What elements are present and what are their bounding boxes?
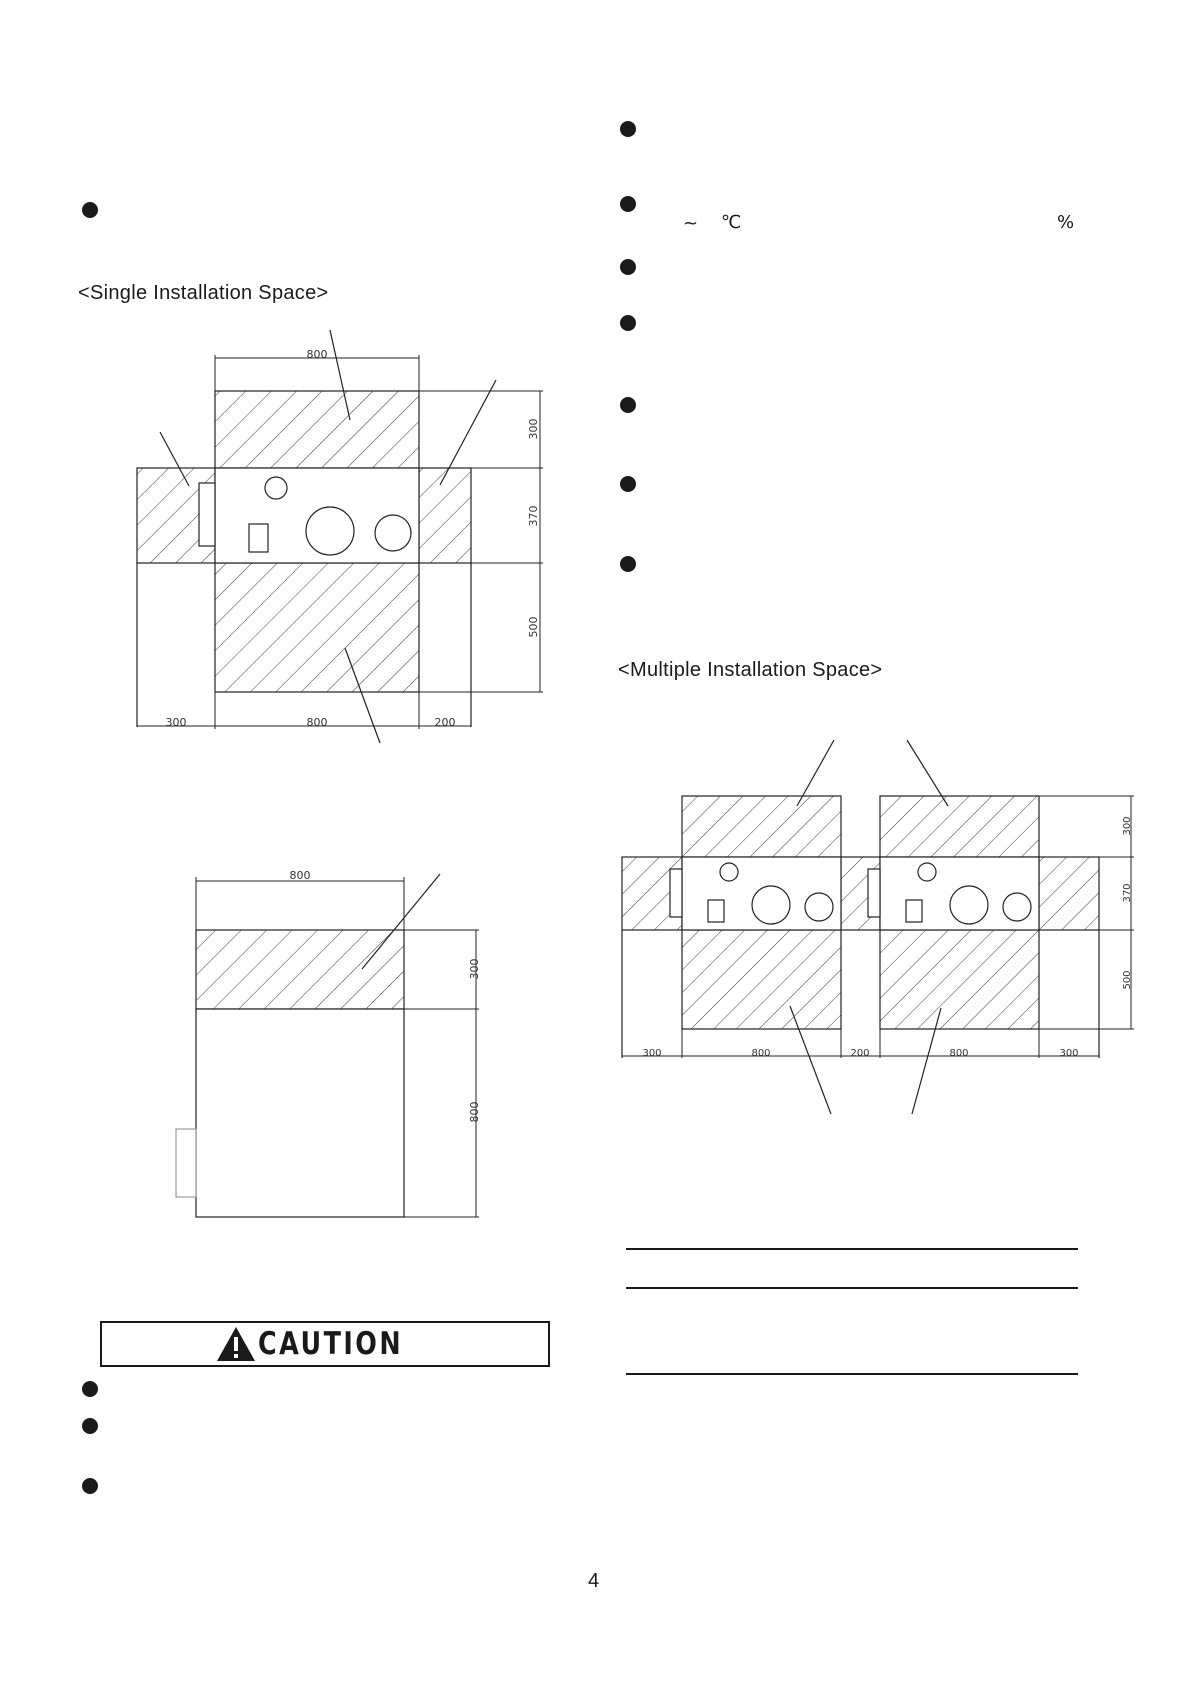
dim-label: 800 <box>751 1048 771 1059</box>
dim-label: 200 <box>850 1048 870 1059</box>
dim-label: 370 <box>527 505 540 527</box>
unit-medium-port <box>1003 893 1031 921</box>
caution-label: CAUTION <box>257 1326 403 1362</box>
right-clearance-zone <box>419 468 471 563</box>
dim-label: 370 <box>1122 883 1133 903</box>
dim-label: 500 <box>1122 970 1133 990</box>
dim-label: 300 <box>1122 816 1133 836</box>
bullet-dot <box>620 121 636 137</box>
dim-label: 300 <box>468 958 481 980</box>
bullet-dot <box>620 397 636 413</box>
single-side-diagram <box>170 860 490 1220</box>
unit-large-port <box>752 886 790 924</box>
front-clearance-zone <box>880 930 1039 1029</box>
dim-label: 800 <box>306 716 328 729</box>
unit-medium-port <box>805 893 833 921</box>
bullet-dot <box>82 1418 98 1434</box>
unit-medium-port <box>375 515 411 551</box>
dim-label: 300 <box>642 1048 662 1059</box>
unit-side-panel <box>176 1129 196 1197</box>
unit-control-box <box>708 900 724 922</box>
top-clearance-zone <box>682 796 841 857</box>
top-clearance-zone <box>880 796 1039 857</box>
multiple-installation-heading: <Multiple Installation Space> <box>618 659 883 681</box>
unit-small-port <box>918 863 936 881</box>
dim-label: 800 <box>289 869 311 882</box>
bullet-dot <box>620 196 636 212</box>
front-clearance-zone <box>215 563 419 692</box>
unit-small-port <box>720 863 738 881</box>
dim-label: 300 <box>527 418 540 440</box>
front-clearance-zone <box>682 930 841 1029</box>
caution-banner <box>100 1321 550 1367</box>
tilde-symbol: ~ <box>683 213 699 234</box>
dim-label: 800 <box>949 1048 969 1059</box>
bullet-dot <box>620 556 636 572</box>
unit-body-side <box>196 1009 404 1217</box>
celsius-symbol: ℃ <box>721 212 742 233</box>
unit-large-port <box>950 886 988 924</box>
table-rule <box>626 1287 1078 1289</box>
dim-label: 300 <box>165 716 187 729</box>
single-top-diagram <box>130 325 550 745</box>
table-rule <box>626 1248 1078 1250</box>
page-number: 4 <box>588 1570 600 1592</box>
rear-clearance-zone <box>196 930 404 1009</box>
bullet-dot <box>620 476 636 492</box>
percent-symbol: % <box>1057 212 1075 233</box>
table-rule <box>626 1373 1078 1375</box>
single-installation-heading: <Single Installation Space> <box>78 282 329 304</box>
bullet-dot <box>620 259 636 275</box>
warning-triangle-icon <box>216 1326 256 1362</box>
dim-label: 800 <box>468 1101 481 1123</box>
dim-label: 200 <box>434 716 456 729</box>
bullet-dot <box>620 315 636 331</box>
multiple-installation-diagram <box>616 730 1138 1120</box>
unit-small-port <box>265 477 287 499</box>
dim-label: 500 <box>527 616 540 638</box>
bullet-dot <box>82 1381 98 1397</box>
right-clearance-zone <box>1039 857 1099 930</box>
unit-large-port <box>306 507 354 555</box>
unit-side-panel <box>199 483 215 546</box>
unit-control-box <box>249 524 268 552</box>
unit-control-box <box>906 900 922 922</box>
top-clearance-zone <box>215 391 419 468</box>
unit-side-panel <box>868 869 880 917</box>
bullet-dot <box>82 1478 98 1494</box>
unit-side-panel <box>670 869 682 917</box>
dim-label: 800 <box>306 348 328 361</box>
dim-label: 300 <box>1059 1048 1079 1059</box>
